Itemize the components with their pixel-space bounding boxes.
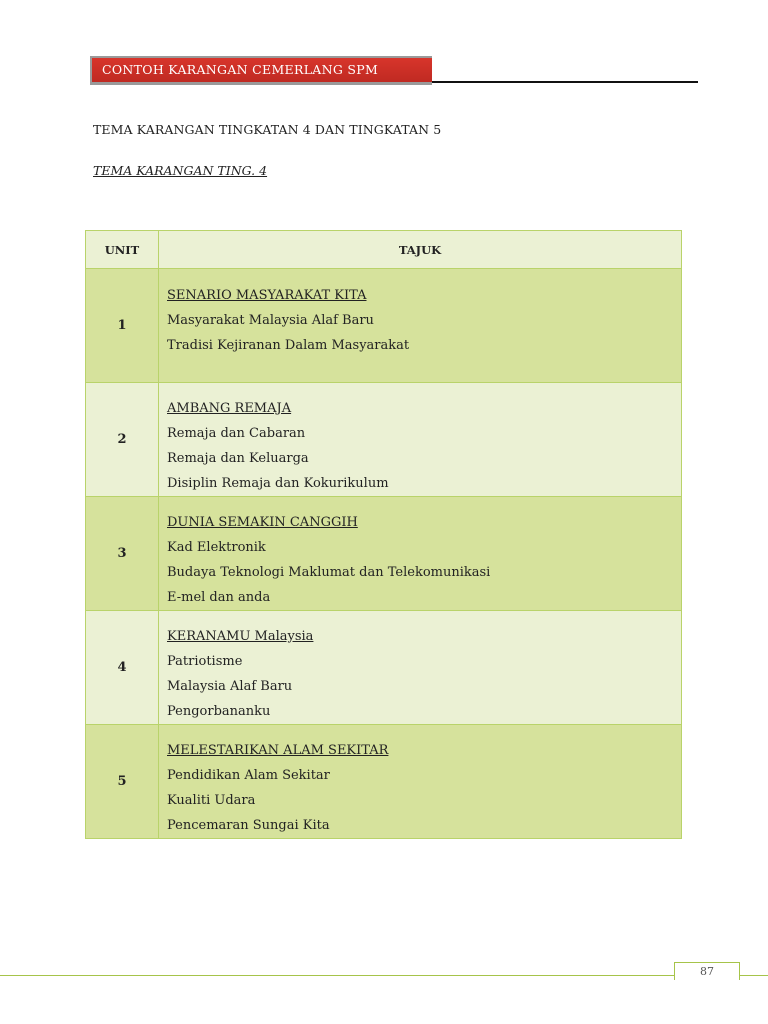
topic-item: Malaysia Alaf Baru xyxy=(167,679,293,694)
unit-cell xyxy=(86,611,159,725)
unit-cell xyxy=(86,725,159,839)
table-header-row xyxy=(86,231,682,269)
column-header-tajuk: TAJUK xyxy=(159,231,682,269)
page-title: TEMA KARANGAN TINGKATAN 4 DAN TINGKATAN 5 xyxy=(93,122,442,137)
topic-item: Tradisi Kejiranan Dalam Masyarakat xyxy=(167,338,410,353)
topic-item: Remaja dan Cabaran xyxy=(167,426,306,441)
section-title: TEMA KARANGAN TING. 4 xyxy=(93,163,268,178)
topic-item: Pendidikan Alam Sekitar xyxy=(167,768,330,783)
table-row xyxy=(86,497,682,611)
topics-cell xyxy=(159,725,682,839)
topics-cell xyxy=(159,611,682,725)
topics-cell xyxy=(159,383,682,497)
topic-item: Budaya Teknologi Maklumat dan Telekomunikasi xyxy=(167,565,491,580)
topic-item: Disiplin Remaja dan Kokurikulum xyxy=(167,476,389,491)
unit-cell xyxy=(86,497,159,611)
column-header-unit: UNIT xyxy=(86,231,159,269)
page-number: 87 xyxy=(674,962,740,980)
topic-item: Masyarakat Malaysia Alaf Baru xyxy=(167,313,374,328)
topic-item: Kualiti Udara xyxy=(167,793,256,808)
unit-table xyxy=(85,230,682,839)
unit-number: 4 xyxy=(117,660,127,675)
topic-item: Pengorbananku xyxy=(167,704,271,719)
table-row xyxy=(86,383,682,497)
footer-rule xyxy=(0,975,768,976)
topic-item: E-mel dan anda xyxy=(167,590,271,605)
topics-cell xyxy=(159,497,682,611)
unit-number: 2 xyxy=(117,432,127,447)
unit-number: 5 xyxy=(117,774,127,789)
unit-cell xyxy=(86,383,159,497)
theme-title: AMBANG REMAJA xyxy=(167,401,292,416)
theme-title: MELESTARIKAN ALAM SEKITAR xyxy=(167,743,389,758)
topic-item: Pencemaran Sungai Kita xyxy=(167,818,330,833)
topic-item: Kad Elektronik xyxy=(167,540,266,555)
table-row xyxy=(86,269,682,383)
topic-item: Remaja dan Keluarga xyxy=(167,451,309,466)
header-banner xyxy=(90,56,432,85)
theme-title: SENARIO MASYARAKAT KITA xyxy=(167,288,367,303)
theme-title: DUNIA SEMAKIN CANGGIH xyxy=(167,515,358,530)
table-row xyxy=(86,725,682,839)
topic-item: Patriotisme xyxy=(167,654,243,669)
unit-number: 1 xyxy=(117,318,127,333)
unit-number: 3 xyxy=(117,546,127,561)
header-banner-label: CONTOH KARANGAN CEMERLANG SPM xyxy=(92,58,432,82)
table-row xyxy=(86,611,682,725)
topics-cell xyxy=(159,269,682,383)
theme-title: KERANAMU Malaysia xyxy=(167,629,314,644)
unit-cell xyxy=(86,269,159,383)
